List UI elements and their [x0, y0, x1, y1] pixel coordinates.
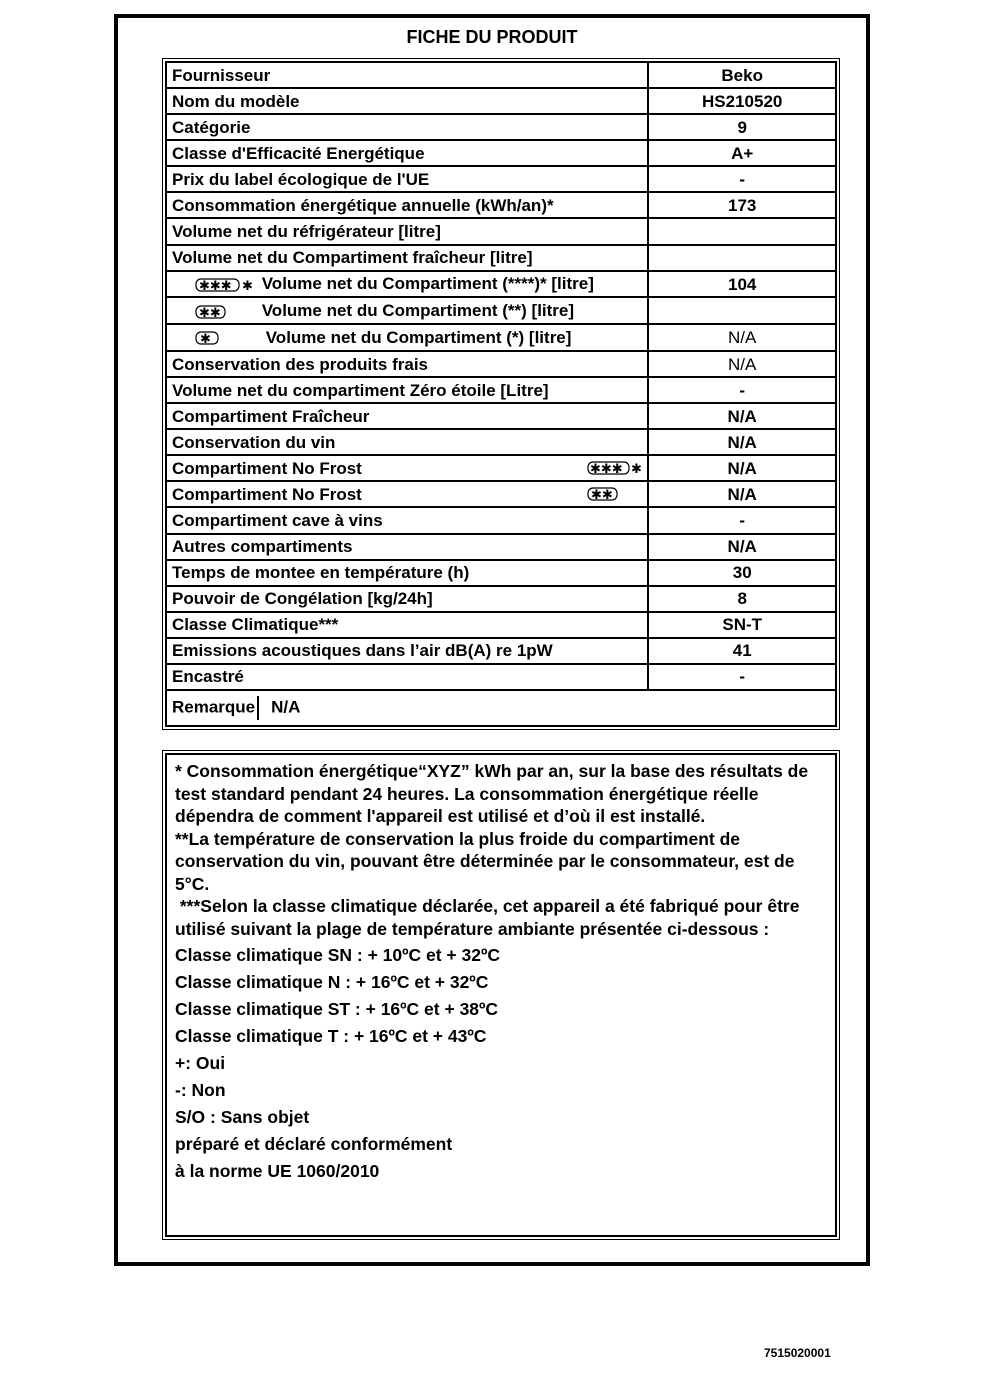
- table-row: [166, 297, 836, 324]
- row-value: [648, 218, 836, 244]
- row-value: 30: [648, 560, 836, 586]
- table-row: [166, 664, 836, 690]
- row-label: Prix du label écologique de l'UE: [166, 166, 648, 192]
- note-wine-temperature: **La température de conservation la plus froide du compartiment de conservation du vin, pouvant être déterminée par le consommateur, est de 5°C.: [175, 828, 795, 894]
- row-label: Volume net du réfrigérateur [litre]: [166, 218, 648, 244]
- document-code: 7515020001: [764, 1346, 831, 1360]
- row-value: N/A: [648, 351, 836, 377]
- svg-text:✱: ✱: [200, 332, 211, 347]
- table-row: [166, 534, 836, 560]
- notes-frame: [162, 750, 840, 1240]
- row-value: N/A: [648, 534, 836, 560]
- svg-text:✱✱✱: ✱✱✱: [590, 462, 624, 477]
- row-value: -: [648, 166, 836, 192]
- spec-table-frame: [162, 58, 840, 730]
- row-value: 173: [648, 192, 836, 218]
- row-value: [648, 297, 836, 324]
- row-value: 104: [648, 271, 836, 298]
- row-value: A+: [648, 140, 836, 166]
- row-label: Conservation du vin: [166, 429, 648, 455]
- svg-text:✱: ✱: [631, 462, 643, 477]
- row-value: -: [648, 664, 836, 690]
- row-label: Volume net du Compartiment fraîcheur [litre]: [166, 245, 648, 271]
- table-row: [166, 140, 836, 166]
- table-row: [166, 612, 836, 638]
- row-label: Compartiment cave à vins: [166, 507, 648, 533]
- svg-text:✱✱: ✱✱: [199, 305, 221, 320]
- climate-class-n: Classe climatique N : + 16ºC et + 32ºC: [175, 972, 489, 992]
- remark-divider: [257, 696, 259, 720]
- row-label: Autres compartiments: [166, 534, 648, 560]
- row-value: N/A: [648, 481, 836, 507]
- notes-panel: [165, 753, 837, 1237]
- row-value: [648, 245, 836, 271]
- svg-text:✱✱✱: ✱✱✱: [199, 278, 232, 293]
- table-row: [166, 271, 836, 298]
- page-title: FICHE DU PRODUIT: [406, 27, 578, 47]
- climate-class-sn: Classe climatique SN : + 10ºC et + 32ºC: [175, 945, 501, 965]
- svg-text:✱✱: ✱✱: [591, 488, 614, 503]
- two-star-freezer-icon: [195, 304, 257, 320]
- table-row: [166, 245, 836, 271]
- note-energy: * Consommation énergétique“XYZ” kWh par an, sur la base des résultats de test standard pendant 24 heures. La consommation énergétique réelle dépendra de comment l'appareil est utilisé et d’où il est installé.: [175, 761, 809, 826]
- spec-table: [165, 61, 837, 727]
- row-label: Emissions acoustiques dans l’air dB(A) re 1pW: [166, 638, 648, 664]
- table-row: [166, 351, 836, 377]
- closing-line-1: préparé et déclaré conformément: [175, 1134, 453, 1154]
- closing-line-2: à la norme UE 1060/2010: [175, 1161, 380, 1181]
- row-value: 8: [648, 586, 836, 612]
- row-label: Classe Climatique***: [166, 612, 648, 638]
- table-row: [166, 218, 836, 244]
- row-label: Classe d'Efficacité Energétique: [166, 140, 648, 166]
- svg-text:✱: ✱: [242, 278, 253, 293]
- climate-class-st: Classe climatique ST : + 16ºC et + 38ºC: [175, 999, 499, 1019]
- two-star-freezer-icon: [587, 486, 643, 502]
- row-label: Volume net du compartiment Zéro étoile [Litre]: [166, 377, 648, 403]
- row-label: Volume net du Compartiment (****)* [litre]: [261, 274, 594, 294]
- row-label: Compartiment No Frost: [172, 484, 362, 504]
- row-value: -: [648, 507, 836, 533]
- note-climate-class: ***Selon la classe climatique déclarée, cet appareil a été fabriqué pour être utilisé suivant la plage de température ambiante présentée ci-dessous :: [175, 896, 805, 939]
- table-row: [166, 192, 836, 218]
- table-row: [166, 507, 836, 533]
- four-star-freezer-icon: [195, 277, 257, 293]
- table-row: [166, 455, 836, 481]
- one-star-freezer-icon: [195, 330, 261, 346]
- row-value: -: [648, 377, 836, 403]
- legend-yes: +: Oui: [175, 1053, 226, 1073]
- product-sheet: [114, 14, 870, 1266]
- table-row: [166, 638, 836, 664]
- row-label: Catégorie: [166, 114, 648, 140]
- row-label: Volume net du Compartiment (**) [litre]: [261, 301, 575, 321]
- row-value: N/A: [648, 429, 836, 455]
- legend-na: S/O : Sans objet: [175, 1107, 310, 1127]
- row-value: HS210520: [648, 88, 836, 114]
- table-row: [166, 62, 836, 88]
- row-label: Pouvoir de Congélation [kg/24h]: [166, 586, 648, 612]
- climate-class-t: Classe climatique T : + 16ºC et + 43ºC: [175, 1026, 487, 1046]
- row-value: N/A: [648, 324, 836, 351]
- row-label: Nom du modèle: [166, 88, 648, 114]
- row-label: Consommation énergétique annuelle (kWh/an)*: [166, 192, 648, 218]
- row-label: Encastré: [166, 664, 648, 690]
- table-row: [166, 324, 836, 351]
- row-value: SN-T: [648, 612, 836, 638]
- row-value: N/A: [648, 403, 836, 429]
- row-label: Fournisseur: [166, 62, 648, 88]
- table-row: [166, 403, 836, 429]
- row-label: Compartiment No Frost: [172, 458, 362, 478]
- table-row: [166, 560, 836, 586]
- table-row: [166, 377, 836, 403]
- table-row: [166, 586, 836, 612]
- legend-no: -: Non: [175, 1080, 226, 1100]
- row-value: 9: [648, 114, 836, 140]
- row-label: Compartiment Fraîcheur: [166, 403, 648, 429]
- row-label: Conservation des produits frais: [166, 351, 648, 377]
- row-label: Temps de montee en température (h): [166, 560, 648, 586]
- table-row: [166, 481, 836, 507]
- table-row: [166, 429, 836, 455]
- row-value: Beko: [648, 62, 836, 88]
- remark-row: [166, 690, 836, 726]
- row-label: Volume net du Compartiment (*) [litre]: [265, 327, 572, 347]
- table-row: [166, 88, 836, 114]
- remark-value: N/A: [271, 697, 301, 717]
- row-value: 41: [648, 638, 836, 664]
- row-value: N/A: [648, 455, 836, 481]
- four-star-freezer-icon: [587, 460, 643, 476]
- remark-label: Remarque: [172, 697, 256, 717]
- table-row: [166, 166, 836, 192]
- table-row: [166, 114, 836, 140]
